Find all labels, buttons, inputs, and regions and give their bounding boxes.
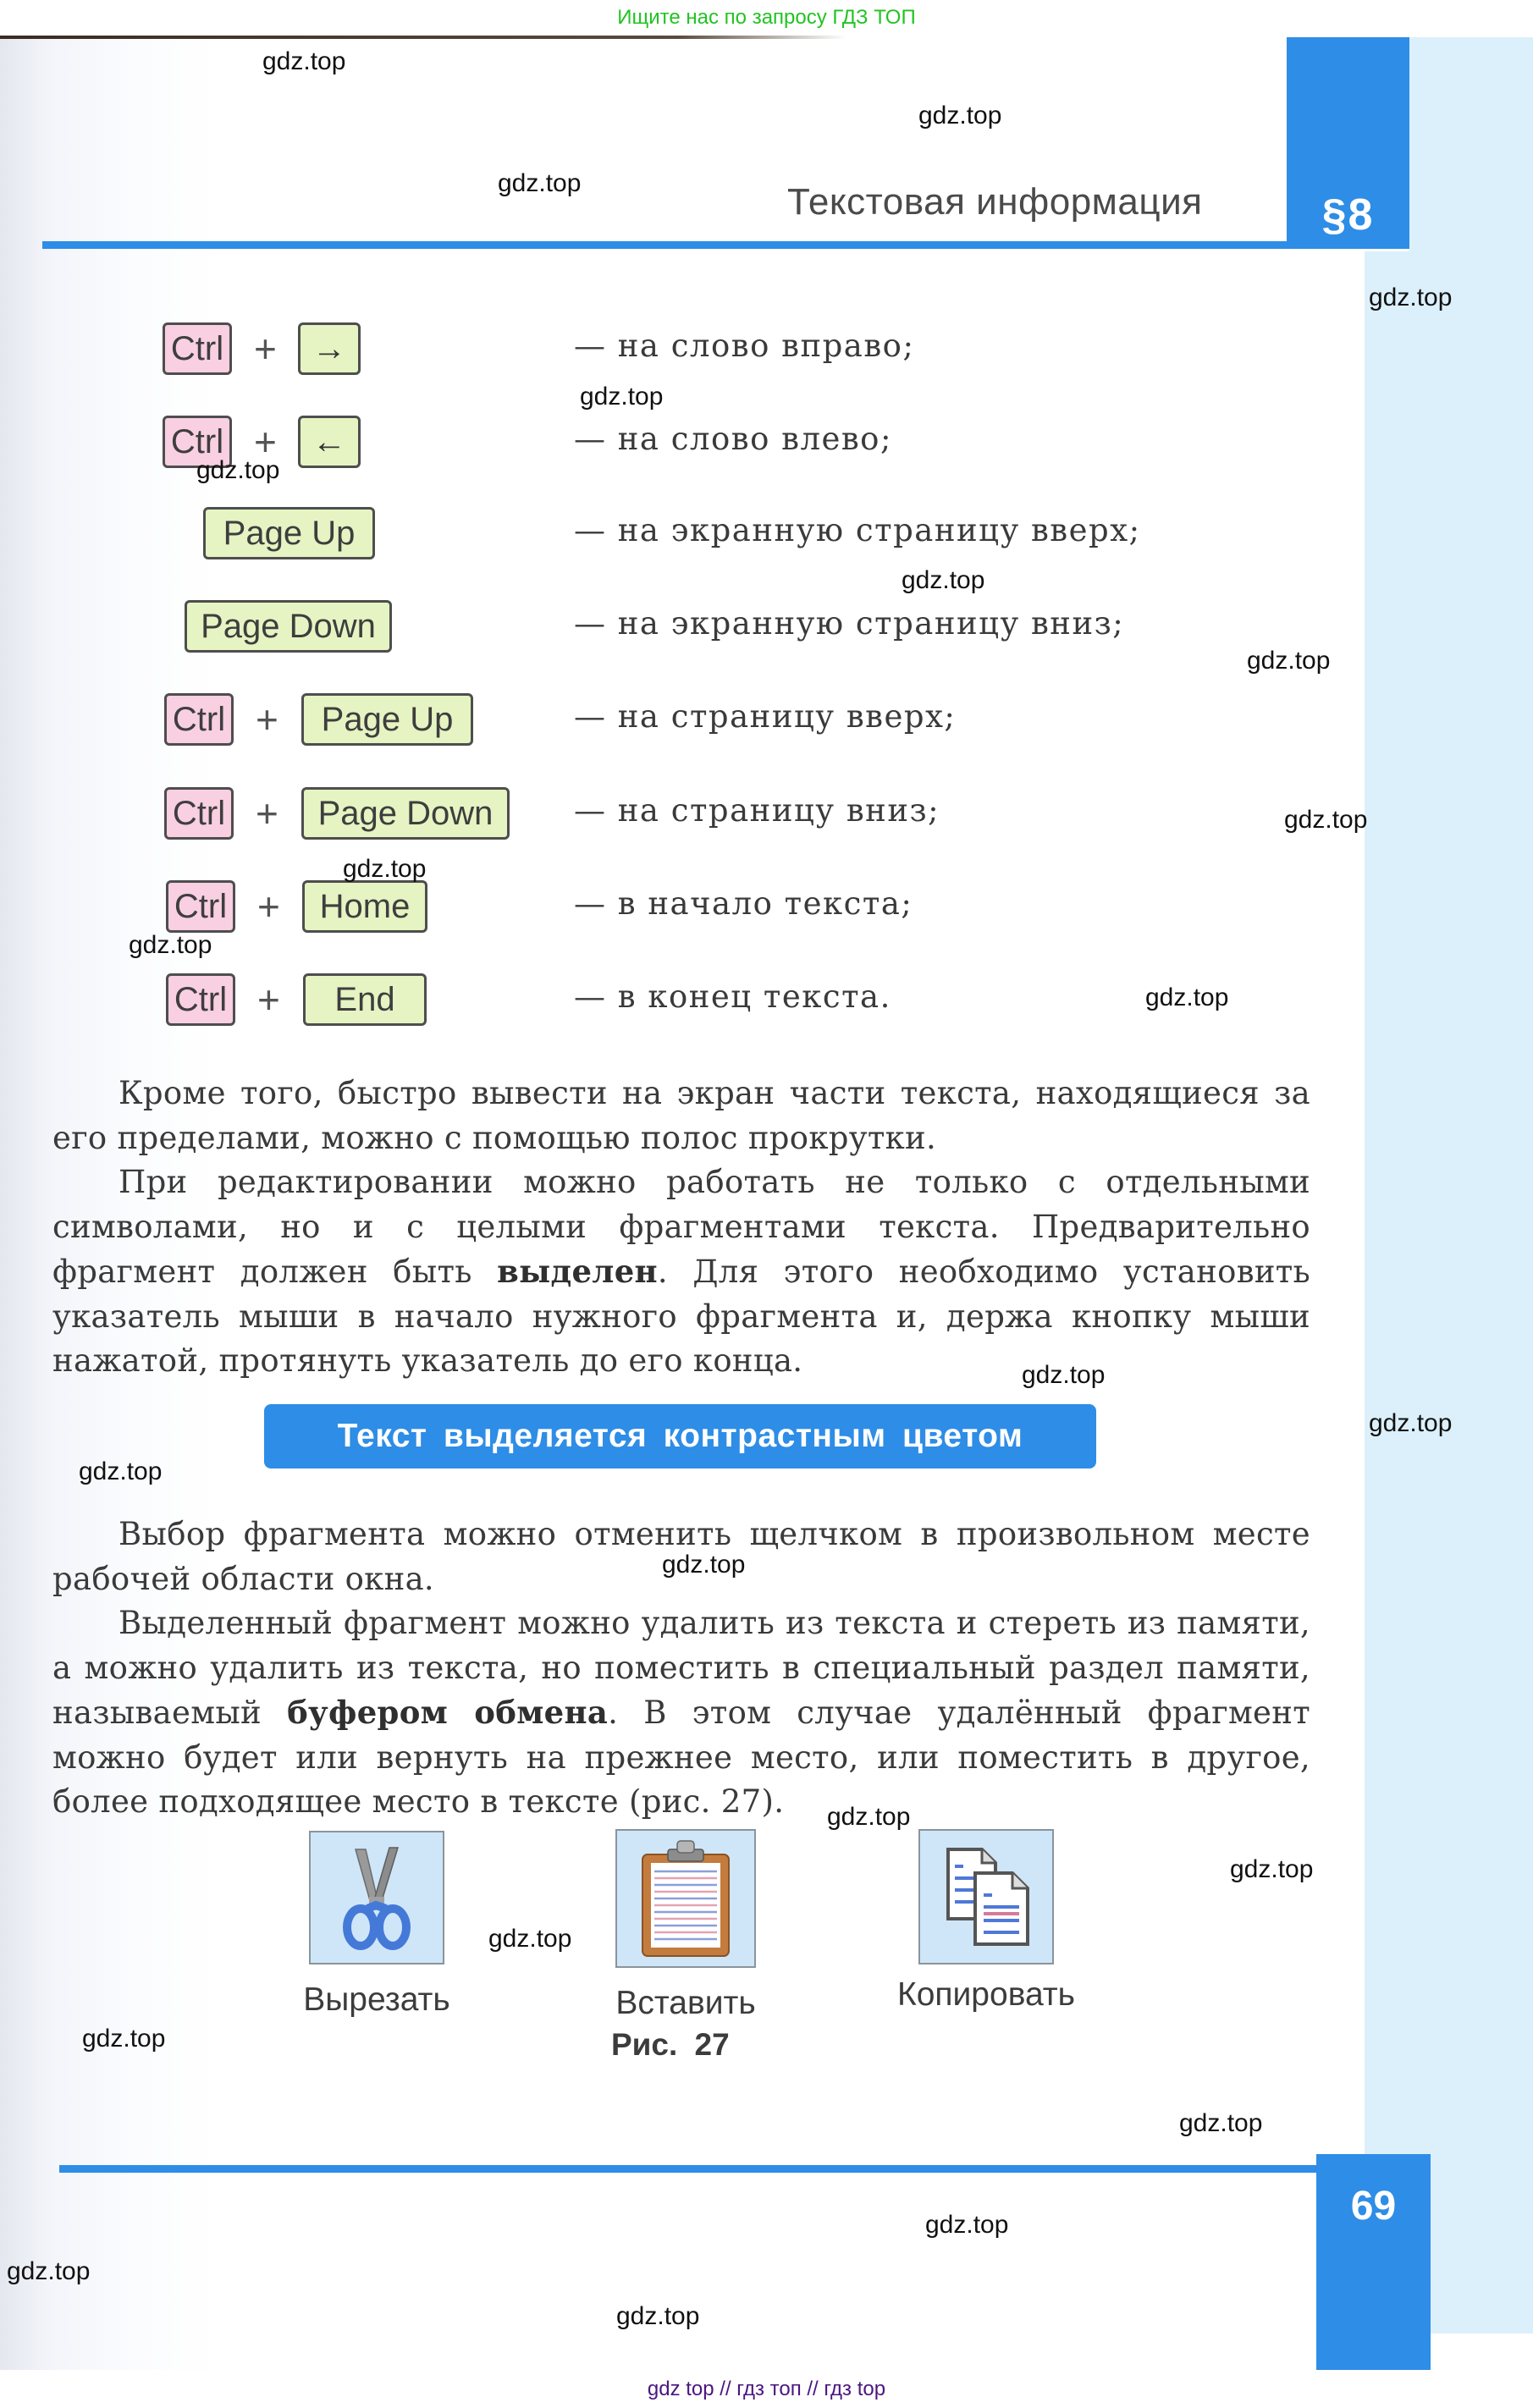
watermark: gdz.top [616, 2302, 700, 2330]
watermark: gdz.top [1179, 2109, 1263, 2137]
key-row-ctrl-page-up [0, 693, 1270, 752]
watermark: gdz.top [918, 102, 1002, 129]
arrow-right-key [298, 322, 361, 375]
plus-sign: + [257, 978, 280, 1022]
paragraph-text: Выделенный фрагмент можно удалить из текста и стереть из памяти, а можно удалить из текста, но поместить в специальный раздел памяти, называемый [52, 1605, 1310, 1731]
watermark: gdz.top [82, 2025, 166, 2053]
watermark: gdz.top [488, 1925, 572, 1953]
key-description: — на страницу вверх; [574, 698, 957, 735]
side-column [1409, 37, 1533, 257]
key-row-ctrl-end [0, 973, 1270, 1033]
figure-label: Вставить [615, 1985, 756, 2021]
watermark: gdz.top [902, 566, 985, 594]
figure-label: Вырезать [303, 1981, 450, 2018]
page-up-key: Page Up [203, 507, 375, 559]
watermark: gdz.top [498, 169, 582, 197]
figure-item-copy [876, 1829, 1096, 2014]
watermark: gdz.top [7, 2257, 91, 2285]
term-selected: выделен [497, 1253, 658, 1290]
section-number: §8 [1321, 190, 1375, 240]
key-description: — на страницу вниз; [574, 792, 940, 829]
watermark: gdz.top [196, 456, 280, 484]
key-description: — на слово вправо; [574, 328, 915, 364]
page-down-key: Page Down [185, 600, 392, 653]
key-row-page-down [0, 600, 1270, 659]
paragraph-clipboard [52, 1601, 1310, 1825]
watermark: gdz.top [827, 1803, 911, 1831]
figure-label: Копировать [897, 1976, 1075, 2013]
watermark: gdz.top [1369, 284, 1453, 311]
arrow-left-key [298, 416, 361, 468]
paragraph-text: . Для этого необходимо установить указатель мыши в начало нужного фрагмента и, держа кнопку мыши нажатой, протянуть указатель до его конца. [52, 1254, 1310, 1379]
watermark: gdz.top [925, 2211, 1009, 2239]
plus-sign: + [257, 884, 280, 928]
key-row-ctrl-right [0, 322, 1270, 382]
ctrl-key: Ctrl [163, 416, 232, 468]
figure-item-cut [292, 1831, 461, 2019]
key-description: — в конец текста. [574, 978, 891, 1015]
watermark: gdz.top [343, 855, 427, 883]
key-row-page-up [0, 507, 1270, 566]
paragraph-selection [52, 1160, 1310, 1384]
key-row-ctrl-page-down [0, 787, 1270, 846]
textbook-page [0, 36, 1533, 2370]
paragraph-text: При редактировании можно работать не только с отдельными символами, но и с целыми фрагментами текста. Предварительно фрагмент должен быть [52, 1164, 1310, 1290]
side-column [1365, 251, 1533, 2334]
top-banner[interactable]: Ищите нас по запросу ГДЗ ТОП [0, 0, 1533, 36]
scissors-icon [309, 1831, 444, 1964]
plus-sign: + [254, 420, 277, 464]
key-description: — в начало текста; [574, 885, 913, 922]
ctrl-key: Ctrl [166, 880, 235, 933]
watermark: gdz.top [662, 1551, 746, 1579]
page-edge [0, 36, 846, 39]
watermark: gdz.top [1247, 647, 1331, 675]
clipboard-icon [615, 1829, 756, 1968]
home-key: Home [302, 880, 427, 933]
paragraph-text: Кроме того, быстро вывести на экран части текста, находящиеся за его пределами, можно с помощью полос прокрутки. [52, 1075, 1310, 1156]
copy-icon [918, 1829, 1054, 1964]
page-number-tab [1316, 2154, 1431, 2370]
ctrl-key: Ctrl [166, 973, 235, 1026]
term-clipboard: буфером обмена [287, 1694, 609, 1731]
figure-item-paste [588, 1829, 783, 2022]
watermark: gdz.top [129, 931, 212, 959]
arrow-right-icon: → [312, 329, 346, 367]
end-key: End [303, 973, 427, 1026]
highlighted-text-example: Текст выделяется контрастным цветом [264, 1404, 1096, 1468]
footer-rule [59, 2165, 1321, 2173]
watermark: gdz.top [1369, 1409, 1453, 1437]
page-number: 69 [1350, 2184, 1397, 2229]
header-rule [42, 241, 1295, 249]
key-description: — на экранную страницу вниз; [574, 605, 1125, 642]
ctrl-key: Ctrl [164, 693, 234, 746]
key-row-ctrl-left [0, 416, 1270, 475]
watermark: gdz.top [580, 383, 664, 411]
ctrl-key: Ctrl [164, 787, 234, 840]
section-title: Текстовая информация [787, 181, 1203, 223]
paragraph-text: Выбор фрагмента можно отменить щелчком в произвольном месте рабочей области окна. [52, 1516, 1310, 1597]
key-description: — на экранную страницу вверх; [574, 512, 1141, 548]
watermark: gdz.top [1230, 1855, 1314, 1883]
plus-sign: + [254, 327, 277, 371]
section-tab [1287, 37, 1409, 249]
watermark: gdz.top [79, 1457, 163, 1485]
watermark: gdz.top [262, 47, 346, 75]
bottom-banner[interactable]: gdz top // гдз топ // гдз top [0, 2370, 1533, 2408]
watermark: gdz.top [1284, 806, 1368, 834]
page-down-key: Page Down [301, 787, 510, 840]
watermark: gdz.top [1145, 984, 1229, 1011]
paragraph-scroll [52, 1072, 1310, 1160]
watermark: gdz.top [1022, 1361, 1106, 1389]
key-description: — на слово влево; [574, 421, 892, 457]
figure-caption: Рис. 27 [611, 2027, 730, 2062]
ctrl-key: Ctrl [163, 322, 232, 375]
arrow-left-icon: ← [312, 422, 346, 460]
page-up-key: Page Up [301, 693, 473, 746]
plus-sign: + [256, 791, 278, 835]
plus-sign: + [256, 697, 278, 741]
paragraph-text: . В этом случае удалённый фрагмент можно будет или вернуть на прежнее место, или поместить в другое, более подходящее место в тексте (рис. 27). [52, 1694, 1310, 1820]
